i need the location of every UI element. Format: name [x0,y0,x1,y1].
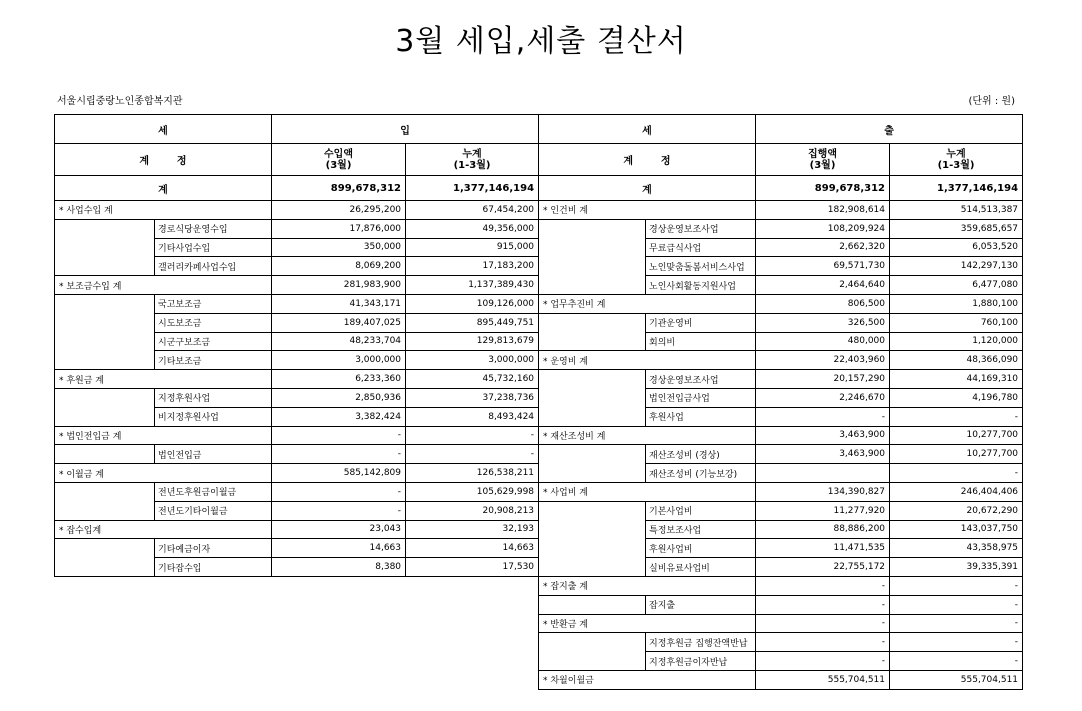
amount-cell: 555,704,511 [756,670,890,689]
category-label: * 인건비 계 [539,201,756,220]
indent-cell [539,238,646,257]
amount-cell: 11,471,535 [756,539,890,558]
category-label: * 잡지출 계 [539,576,756,595]
cumulative-cell: 8,493,424 [406,407,539,426]
cumulative-cell: 49,356,000 [406,219,539,238]
subitem-label: 시군구보조금 [155,332,272,351]
income-header-left: 세 [55,115,272,144]
income-table [54,114,539,577]
cumulative-cell: 126,538,211 [406,464,539,483]
table-row [539,201,1023,220]
subitem-label: 지정후원금이자반납 [646,652,756,671]
indent-cell [539,445,646,464]
indent-cell [55,539,155,558]
income-total-label: 계 [55,176,272,201]
amount-cell: - [756,595,890,614]
cumulative-cell: 67,454,200 [406,201,539,220]
subitem-label: 지정후원사업 [155,388,272,407]
category-label: * 잡수입계 [55,520,272,539]
indent-cell [539,558,646,577]
subitem-label: 전년도후원금이월금 [155,482,272,501]
indent-cell [539,539,646,558]
indent-cell [55,501,155,520]
table-row [55,558,539,577]
amount-cell: 17,876,000 [272,219,406,238]
cumulative-cell: 3,000,000 [406,351,539,370]
expense-total-label: 계 [539,176,756,201]
indent-cell [55,388,155,407]
amount-cell: - [272,445,406,464]
expense-cum-header: 누계 (1-3월) [890,144,1023,176]
amount-cell: 2,662,320 [756,238,890,257]
cumulative-cell: 45,732,160 [406,370,539,389]
indent-cell [55,445,155,464]
amount-cell: 2,246,670 [756,388,890,407]
subitem-label: 기타보조금 [155,351,272,370]
amount-cell: - [756,576,890,595]
cumulative-cell: 10,277,700 [890,445,1023,464]
indent-cell [55,351,155,370]
indent-cell [539,501,646,520]
cumulative-cell: 129,813,679 [406,332,539,351]
table-row [539,501,1023,520]
indent-cell [55,332,155,351]
table-row [55,426,539,445]
amount-cell: 69,571,730 [756,257,890,276]
cumulative-cell: 1,120,000 [890,332,1023,351]
indent-cell [55,313,155,332]
indent-cell [55,294,155,313]
table-row [539,539,1023,558]
table-row [55,276,539,295]
subitem-label: 기타예금이자 [155,539,272,558]
expense-total-cum: 1,377,146,194 [890,176,1023,201]
table-row [55,370,539,389]
amount-cell: 88,886,200 [756,520,890,539]
amount-cell: 23,043 [272,520,406,539]
indent-cell [539,388,646,407]
indent-cell [539,276,646,295]
indent-cell [539,332,646,351]
cumulative-cell: - [890,407,1023,426]
indent-cell [539,370,646,389]
table-row [539,370,1023,389]
indent-cell [539,219,646,238]
indent-cell [539,257,646,276]
amount-cell: 189,407,025 [272,313,406,332]
income-header-right: 입 [272,115,539,144]
table-row [539,388,1023,407]
table-row [539,595,1023,614]
table-row [539,219,1023,238]
subitem-label: 실비유료사업비 [646,558,756,577]
amount-cell: 22,755,172 [756,558,890,577]
cumulative-cell: 246,404,406 [890,482,1023,501]
amount-cell: 14,663 [272,539,406,558]
cumulative-cell: - [890,595,1023,614]
subitem-label: 시도보조금 [155,313,272,332]
cumulative-cell: 895,449,751 [406,313,539,332]
table-row [539,614,1023,633]
table-row [539,520,1023,539]
cumulative-cell: 44,169,310 [890,370,1023,389]
table-row [539,407,1023,426]
cumulative-cell: 6,053,520 [890,238,1023,257]
indent-cell [55,407,155,426]
cumulative-cell: 105,629,998 [406,482,539,501]
subitem-label: 후원사업비 [646,539,756,558]
indent-cell [55,219,155,238]
subitem-label: 갤러리카페사업수입 [155,257,272,276]
cumulative-cell: - [890,464,1023,483]
amount-cell: 48,233,704 [272,332,406,351]
subitem-label: 재산조성비 (기능보강) [646,464,756,483]
table-row [55,201,539,220]
income-total-amount: 899,678,312 [272,176,406,201]
subitem-label: 경로식당운영수입 [155,219,272,238]
table-row [539,652,1023,671]
cumulative-cell: 359,685,657 [890,219,1023,238]
cumulative-cell: 37,238,736 [406,388,539,407]
amount-cell: 350,000 [272,238,406,257]
amount-cell: 480,000 [756,332,890,351]
cumulative-cell: 915,000 [406,238,539,257]
subitem-label: 재산조성비 (경상) [646,445,756,464]
table-row [539,294,1023,313]
amount-cell: 8,069,200 [272,257,406,276]
amount-cell: 3,382,424 [272,407,406,426]
table-row [55,407,539,426]
cumulative-cell: 48,366,090 [890,351,1023,370]
amount-cell: 182,908,614 [756,201,890,220]
indent-cell [55,238,155,257]
amount-cell: 585,142,809 [272,464,406,483]
indent-cell [55,558,155,577]
amount-cell: 108,209,924 [756,219,890,238]
subitem-label: 전년도기타이월금 [155,501,272,520]
table-row [539,576,1023,595]
subitem-label: 특정보조사업 [646,520,756,539]
table-row [55,238,539,257]
amount-cell: 3,000,000 [272,351,406,370]
cumulative-cell: 10,277,700 [890,426,1023,445]
expense-header-left: 세 [539,115,756,144]
cumulative-cell: 109,126,000 [406,294,539,313]
cumulative-cell: 17,530 [406,558,539,577]
amount-cell: 281,983,900 [272,276,406,295]
category-label: * 업무추진비 계 [539,294,756,313]
subitem-label: 무료급식사업 [646,238,756,257]
cumulative-cell: 142,297,130 [890,257,1023,276]
category-label: * 재산조성비 계 [539,426,756,445]
amount-cell: - [272,426,406,445]
expense-account-header: 계 정 [539,144,756,176]
amount-cell: 2,850,936 [272,388,406,407]
cumulative-cell: 1,880,100 [890,294,1023,313]
table-row [539,482,1023,501]
table-row [55,445,539,464]
amount-cell: 41,343,171 [272,294,406,313]
organization-name: 서울시립중랑노인종합복지관 [57,96,183,107]
table-row [539,558,1023,577]
subitem-label: 회의비 [646,332,756,351]
cumulative-cell: - [890,633,1023,652]
cumulative-cell: 760,100 [890,313,1023,332]
subitem-label: 기타잡수입 [155,558,272,577]
subitem-label: 법인전입금사업 [646,388,756,407]
amount-cell: 22,403,960 [756,351,890,370]
expense-amount-header: 집행액 (3월) [756,144,890,176]
cumulative-cell: 20,908,213 [406,501,539,520]
table-row [55,313,539,332]
category-label: * 보조금수입 계 [55,276,272,295]
indent-cell [539,407,646,426]
subitem-label: 노인사회활동지원사업 [646,276,756,295]
amount-cell: 8,380 [272,558,406,577]
cumulative-cell: 39,335,391 [890,558,1023,577]
indent-cell [55,482,155,501]
indent-cell [539,652,646,671]
amount-cell: 326,500 [756,313,890,332]
table-row [539,445,1023,464]
amount-cell: - [756,614,890,633]
unit-label: (단위 : 원) [968,96,1015,107]
amount-cell: 3,463,900 [756,445,890,464]
table-row [539,633,1023,652]
amount-cell: 6,233,360 [272,370,406,389]
amount-cell: 806,500 [756,294,890,313]
cumulative-cell: 14,663 [406,539,539,558]
category-label: * 후원금 계 [55,370,272,389]
subitem-label: 기본사업비 [646,501,756,520]
income-account-header: 계 정 [55,144,272,176]
amount-cell: - [756,407,890,426]
table-row [55,257,539,276]
table-row [539,257,1023,276]
table-row [55,501,539,520]
cumulative-cell: 17,183,200 [406,257,539,276]
category-label: * 반환금 계 [539,614,756,633]
cumulative-cell: 43,358,975 [890,539,1023,558]
category-label: * 법인전입금 계 [55,426,272,445]
cumulative-cell: 1,137,389,430 [406,276,539,295]
cumulative-cell: 20,672,290 [890,501,1023,520]
indent-cell [539,464,646,483]
amount-cell: 134,390,827 [756,482,890,501]
table-row [55,219,539,238]
table-row [539,351,1023,370]
table-row [55,388,539,407]
cumulative-cell: - [890,652,1023,671]
amount-cell: - [756,652,890,671]
subitem-label: 지정후원금 집행잔액반납 [646,633,756,652]
table-row [539,426,1023,445]
amount-cell: 26,295,200 [272,201,406,220]
table-row [55,294,539,313]
category-label: * 이월금 계 [55,464,272,483]
indent-cell [539,595,646,614]
cumulative-cell: - [890,614,1023,633]
expense-table [538,114,1023,690]
indent-cell [539,633,646,652]
income-total-cum: 1,377,146,194 [406,176,539,201]
amount-cell: 3,463,900 [756,426,890,445]
expense-header-right: 출 [756,115,1023,144]
cumulative-cell: 143,037,750 [890,520,1023,539]
table-row [55,539,539,558]
table-row [55,351,539,370]
table-row [539,332,1023,351]
table-row [539,670,1023,689]
amount-cell: 20,157,290 [756,370,890,389]
subitem-label: 법인전입금 [155,445,272,464]
category-label: * 운영비 계 [539,351,756,370]
subitem-label: 비지정후원사업 [155,407,272,426]
income-cum-header: 누계 (1-3월) [406,144,539,176]
indent-cell [55,257,155,276]
page-title: 3월 세입,세출 결산서 [395,24,687,59]
table-row [539,238,1023,257]
table-row [539,313,1023,332]
cumulative-cell: - [406,426,539,445]
income-amount-header: 수입액 (3월) [272,144,406,176]
subitem-label: 후원사업 [646,407,756,426]
amount-cell: - [756,633,890,652]
indent-cell [539,313,646,332]
table-row [539,464,1023,483]
cumulative-cell: - [406,445,539,464]
subitem-label: 노인맞춤돌봄서비스사업 [646,257,756,276]
amount-cell: 2,464,640 [756,276,890,295]
category-label: * 사업수입 계 [55,201,272,220]
amount-cell: 11,277,920 [756,501,890,520]
cumulative-cell: 514,513,387 [890,201,1023,220]
indent-cell [539,520,646,539]
category-label: * 차월이월금 [539,670,756,689]
subitem-label: 기관운영비 [646,313,756,332]
table-row [55,332,539,351]
table-row [539,276,1023,295]
amount-cell: - [272,482,406,501]
amount-cell: - [272,501,406,520]
subitem-label: 잡지출 [646,595,756,614]
subitem-label: 경상운영보조사업 [646,370,756,389]
cumulative-cell: 6,477,080 [890,276,1023,295]
cumulative-cell: 4,196,780 [890,388,1023,407]
cumulative-cell: 555,704,511 [890,670,1023,689]
subitem-label: 국고보조금 [155,294,272,313]
subitem-label: 기타사업수입 [155,238,272,257]
cumulative-cell: 32,193 [406,520,539,539]
table-row [55,482,539,501]
category-label: * 사업비 계 [539,482,756,501]
table-row [55,520,539,539]
expense-total-amount: 899,678,312 [756,176,890,201]
amount-cell [756,464,890,483]
subitem-label: 경상운영보조사업 [646,219,756,238]
table-row [55,464,539,483]
cumulative-cell: - [890,576,1023,595]
